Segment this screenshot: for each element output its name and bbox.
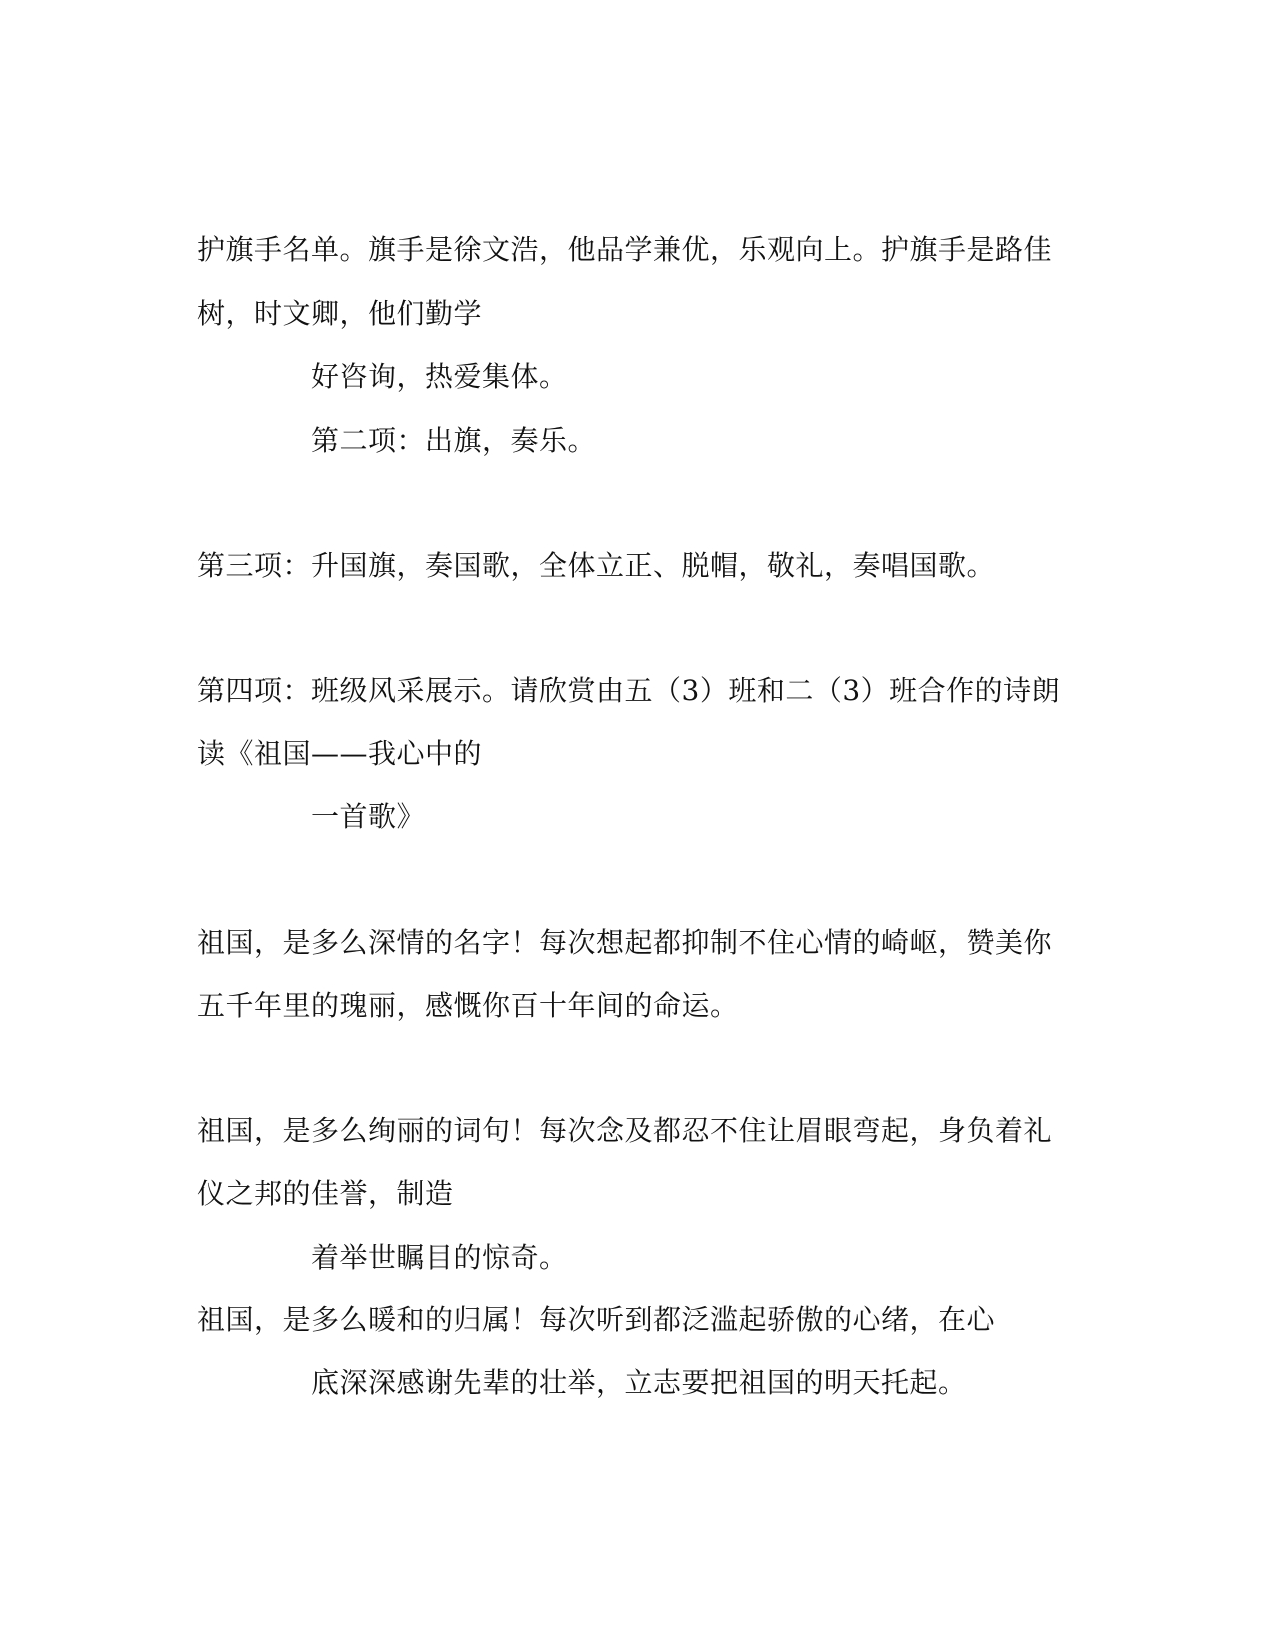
text-line: 着举世瞩目的惊奇。 [311,1241,568,1274]
text-line: 读《祖国——我心中的 [197,737,483,770]
text-line: 第四项：班级风采展示。请欣赏由五（3）班和二（3）班合作的诗朗 [197,674,1061,707]
text-line: 第三项：升国旗，奏国歌，全体立正、脱帽，敬礼，奏唱国歌。 [197,549,996,582]
text-line: 一首歌》 [311,800,426,833]
text-line: 护旗手名单。旗手是徐文浩，他品学兼优，乐观向上。护旗手是路佳 [197,233,1053,266]
text-line: 祖国，是多么暖和的归属！每次听到都泛滥起骄傲的心绪，在心 [197,1303,996,1336]
text-line: 祖国，是多么绚丽的词句！每次念及都忍不住让眉眼弯起，身负着礼 [197,1114,1053,1147]
text-line: 五千年里的瑰丽，感慨你百十年间的命运。 [197,989,739,1022]
text-line: 仪之邦的佳誉，制造 [197,1177,454,1210]
text-line: 第二项：出旗，奏乐。 [311,424,597,457]
text-line: 树，时文卿，他们勤学 [197,297,483,330]
text-line: 底深深感谢先辈的壮举，立志要把祖国的明天托起。 [311,1366,967,1399]
text-line: 好咨询，热爱集体。 [311,360,568,393]
text-line: 祖国，是多么深情的名字！每次想起都抑制不住心情的崎岖，赞美你 [197,926,1053,959]
